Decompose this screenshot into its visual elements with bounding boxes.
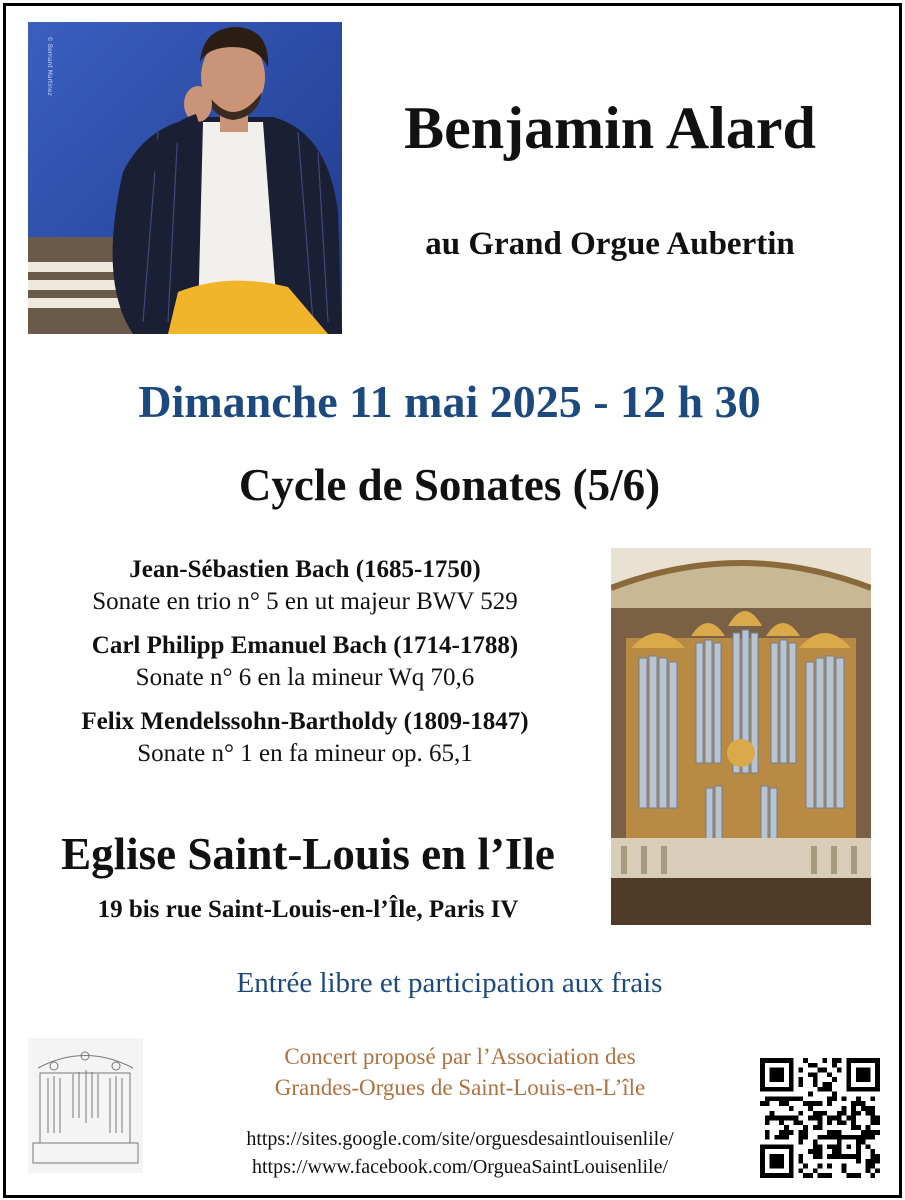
qr-code — [760, 1058, 880, 1178]
subtitle: au Grand Orgue Aubertin — [425, 226, 795, 262]
work-title: Sonate en trio n° 5 en ut majeur BWV 529 — [92, 588, 518, 615]
portrait-photo — [28, 22, 342, 334]
website-link[interactable]: https://sites.google.com/site/orguesdesaintlouisenlile/ — [246, 1128, 674, 1150]
cycle-title: Cycle de Sonates (5/6) — [238, 460, 661, 510]
event-date: Dimanche 11 mai 2025 - 12 h 30 — [138, 376, 761, 427]
composer-name: Carl Philipp Emanuel Bach (1714-1788) — [91, 632, 519, 659]
page-title: Benjamin Alard — [404, 95, 816, 161]
composer-name: Felix Mendelssohn-Bartholdy (1809-1847) — [81, 708, 529, 735]
program-item — [25, 630, 585, 694]
work-title: Sonate n° 6 en la mineur Wq 70,6 — [135, 664, 475, 691]
photo-credit: © Bernard Martinez — [46, 36, 53, 96]
organ-photo — [611, 548, 871, 925]
venue-name: Eglise Saint-Louis en l’Ile — [61, 829, 555, 879]
links — [160, 1125, 760, 1181]
composer-name: Jean-Sébastien Bach (1685-1750) — [129, 556, 481, 583]
facebook-link[interactable]: https://www.facebook.com/OrgueaSaintLouisenlile/ — [251, 1156, 669, 1178]
organ-drawing-icon — [28, 1038, 143, 1173]
organizer-line: Concert proposé par l’Association des — [284, 1044, 636, 1069]
program-list — [25, 554, 585, 782]
organizer-info — [160, 1041, 760, 1103]
program-item — [25, 554, 585, 618]
organizer-line: Grandes-Orgues de Saint-Louis-en-L’île — [274, 1075, 646, 1100]
program-item — [25, 706, 585, 770]
venue-address: 19 bis rue Saint-Louis-en-l’Île, Paris IV — [97, 896, 519, 923]
work-title: Sonate n° 1 en fa mineur op. 65,1 — [137, 740, 473, 767]
entry-info: Entrée libre et participation aux frais — [236, 967, 663, 999]
